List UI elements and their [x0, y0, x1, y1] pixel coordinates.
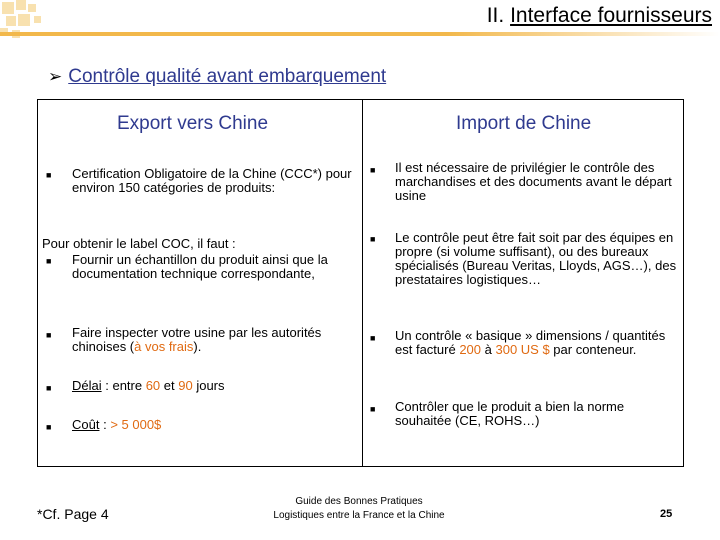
left-bullet-cost: Coût : > 5 000$	[72, 417, 162, 432]
square-bullet-icon: ■	[370, 234, 376, 244]
left-column-title: Export vers Chine	[117, 113, 269, 134]
slide-title	[487, 4, 712, 28]
subtitle-text: Contrôle qualité avant embarquement	[68, 66, 387, 87]
corner-decoration	[0, 0, 60, 50]
left-bullet-delay: Délai : entre 60 et 90 jours	[72, 378, 225, 393]
right-column-title: Import de Chine	[456, 113, 592, 134]
square-bullet-icon: ■	[46, 170, 52, 180]
arrow-bullet-icon: ➢	[48, 67, 63, 86]
right-bullet-priority: Il est nécessaire de privilégier le contrôle des marchandises et des documents avant le départ usine	[395, 160, 672, 203]
square-bullet-icon: ■	[46, 330, 52, 340]
square-bullet-icon: ■	[46, 383, 52, 393]
square-bullet-icon: ■	[370, 165, 376, 175]
slide-subtitle	[48, 66, 386, 88]
footer-line-2: Logistiques entre la France et la Chine	[273, 510, 445, 521]
section-number: II.	[486, 4, 505, 27]
page-number: 25	[660, 508, 673, 520]
section-title: Interface fournisseurs	[510, 4, 712, 27]
footer-guide-title	[252, 495, 466, 523]
left-intro-coc: Pour obtenir le label COC, il faut :	[42, 236, 236, 251]
square-bullet-icon: ■	[46, 256, 52, 266]
square-bullet-icon: ■	[370, 333, 376, 343]
footer-note: *Cf. Page 4	[37, 506, 109, 522]
left-bullet-sample: Fournir un échantillon du produit ainsi que la documentation technique correspondante,	[72, 252, 328, 281]
right-bullet-teams: Le contrôle peut être fait soit par des équipes en propre (si volume suffisant), ou des bureaux spécialisés (Bureau Veritas, Lloyds, AGS…), des prestataires logistiques…	[395, 230, 677, 287]
square-bullet-icon: ■	[46, 422, 52, 432]
header-rule	[0, 32, 720, 36]
left-bullet-inspection: Faire inspecter votre usine par les autorités chinoises (à vos frais).	[72, 325, 322, 354]
footer-line-1: Guide des Bonnes Pratiques	[295, 496, 423, 507]
right-bullet-basic-control: Un contrôle « basique » dimensions / quantités est facturé 200 à 300 US $ par conteneur.	[395, 328, 666, 357]
left-bullet-ccc: Certification Obligatoire de la Chine (CCC*) pour environ 150 catégories de produits:	[72, 166, 352, 195]
column-divider	[362, 99, 363, 467]
right-bullet-standard: Contrôler que le produit a bien la norme souhaitée (CE, ROHS…)	[395, 399, 625, 428]
square-bullet-icon: ■	[370, 404, 376, 414]
